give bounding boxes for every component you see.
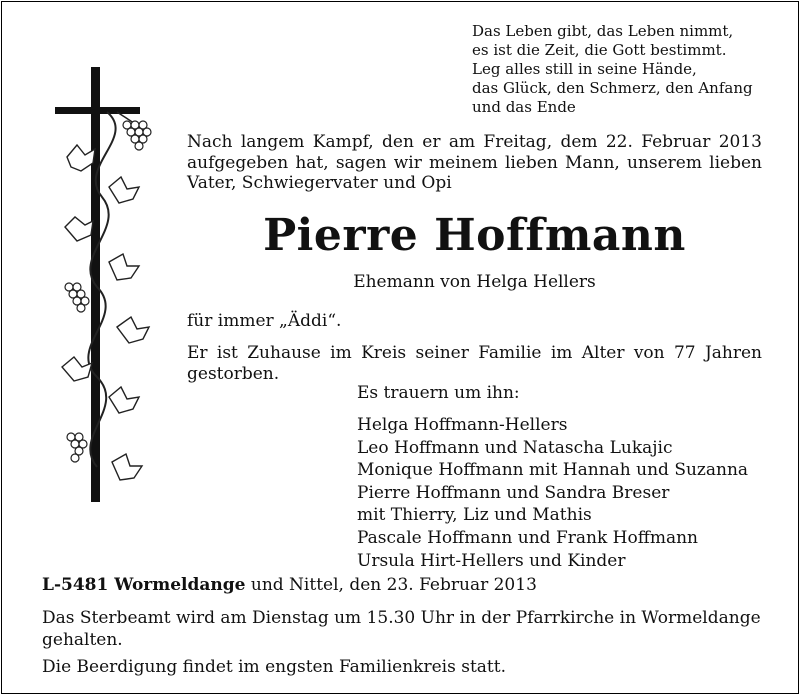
poem-line: Das Leben gibt, das Leben nimmt, (472, 22, 734, 40)
place-date: und Nittel, den 23. Februar 2013 (245, 575, 537, 595)
place-name: L-5481 Wormeldange (42, 575, 246, 595)
mourner-item: Ursula Hirt-Hellers und Kinder (357, 550, 626, 571)
mourner-item: mit Thierry, Liz und Mathis (357, 505, 592, 526)
intro-text: Nach langem Kampf, den er am Freitag, dem 22. Februar 2013 aufgegeben hat, sagen wir meinem lieben Mann, unserem lieben Vater, Schwiegervater und Opi (187, 132, 762, 193)
poem-line: es ist die Zeit, die Gott bestimmt. (472, 41, 727, 59)
mourners-list (357, 414, 748, 572)
mourners-heading: Es trauern um ihn: (357, 383, 520, 403)
poem-line: Leg alles still in seine Hände, (472, 60, 697, 78)
service-text: Das Sterbeamt wird am Dienstag um 15.30 Uhr in der Pfarrkirche in Wormeldange gehalten. (42, 608, 761, 650)
poem-line: das Glück, den Schmerz, den Anfang (472, 79, 753, 97)
age-text: Er ist Zuhause im Kreis seiner Familie im Alter von 77 Jahren gestorben. (187, 343, 762, 384)
mourner-item: Monique Hoffmann mit Hannah und Suzanna (357, 460, 749, 481)
poem-line: und das Ende (472, 98, 576, 116)
deceased-name: Pierre Hoffmann (263, 210, 686, 261)
mourner-item: Helga Hoffmann-Hellers (357, 415, 568, 435)
burial-text: Die Beerdigung findet im engsten Familienkreis statt. (42, 657, 506, 677)
cross-with-grapevine-icon (47, 67, 167, 507)
mourner-item: Pascale Hoffmann und Frank Hoffmann (357, 527, 698, 548)
spouse-line: Ehemann von Helga Hellers (353, 272, 596, 292)
mourner-item: Leo Hoffmann und Natascha Lukajic (357, 437, 673, 458)
mourner-item: Pierre Hoffmann und Sandra Breser (357, 482, 670, 503)
poem (472, 22, 753, 117)
place-date-line (42, 575, 537, 595)
obituary-notice (1, 1, 799, 694)
nickname-line: für immer „Äddi“. (187, 311, 342, 331)
